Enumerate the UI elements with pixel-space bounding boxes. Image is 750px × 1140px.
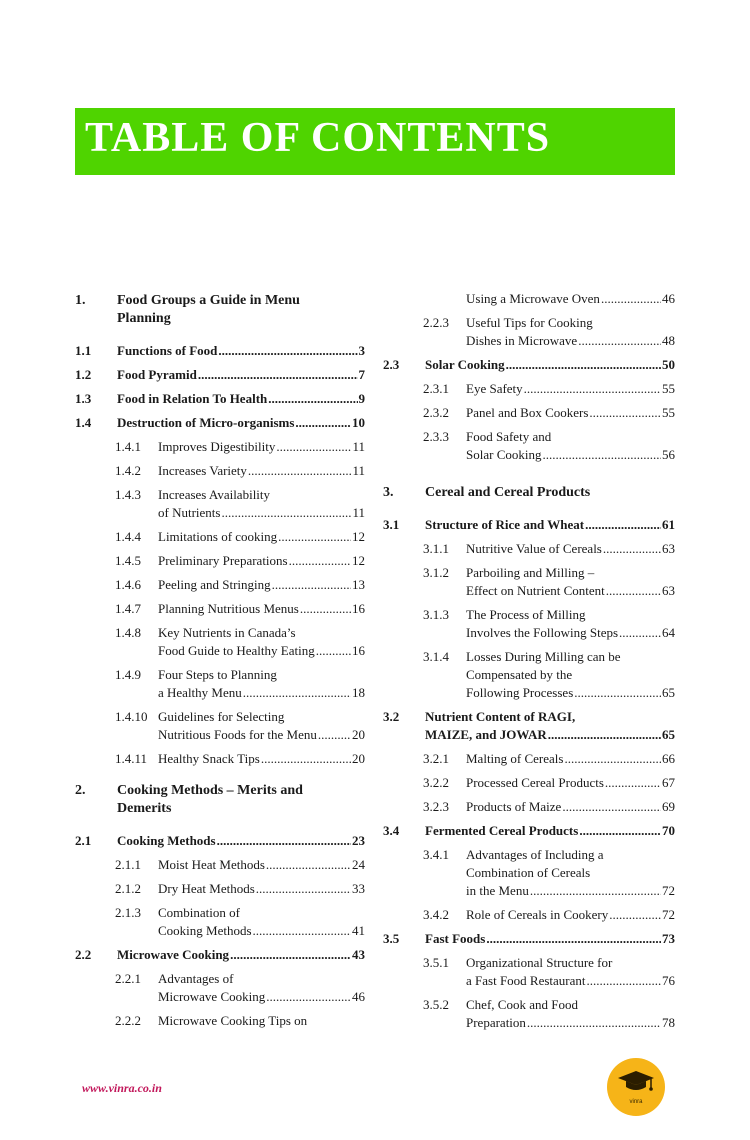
toc-entry-title: Advantages of (158, 971, 234, 986)
toc-entry[interactable] (383, 750, 675, 768)
dot-leader (261, 750, 351, 768)
dot-leader (530, 882, 661, 900)
toc-page-number: 70 (662, 823, 675, 838)
toc-entry[interactable] (75, 904, 365, 940)
toc-entry-number: 1.4.4 (115, 529, 141, 544)
toc-entry-number: 1.4.3 (115, 487, 141, 502)
dot-leader (253, 922, 351, 940)
toc-entry-title: Effect on Nutrient Content (466, 583, 605, 598)
toc-entry-title: Parboiling and Milling – (466, 565, 595, 580)
toc-entry[interactable] (75, 750, 365, 768)
dot-leader (295, 414, 351, 432)
toc-entry[interactable] (383, 708, 675, 744)
toc-entry[interactable] (383, 798, 675, 816)
toc-entry-number: 3.1 (383, 517, 400, 532)
toc-page-number: 73 (662, 931, 675, 946)
toc-page-number: 46 (352, 989, 365, 1004)
toc-page-number: 12 (352, 553, 365, 568)
toc-entry[interactable] (75, 292, 365, 328)
dot-leader (603, 540, 661, 558)
toc-page-number: 13 (352, 577, 365, 592)
toc-entry-title: Food Guide to Healthy Eating (158, 643, 315, 658)
toc-entry-number: 1.4.1 (115, 439, 141, 454)
toc-entry-title: Preparation (466, 1015, 526, 1030)
toc-entry-number: 1.4.8 (115, 625, 141, 640)
dot-leader (256, 880, 351, 898)
toc-entry-title: Eye Safety (466, 381, 523, 396)
toc-entry[interactable] (75, 414, 365, 432)
toc-entry-number: 3.5.1 (423, 955, 449, 970)
toc-entry-number: 3.4.1 (423, 847, 449, 862)
toc-entry-title: Microwave Cooking (117, 947, 230, 962)
toc-entry[interactable] (75, 342, 365, 360)
toc-entry[interactable] (75, 666, 365, 702)
toc-page-number: 33 (352, 881, 365, 896)
toc-entry[interactable] (75, 970, 365, 1006)
toc-entry[interactable] (75, 624, 365, 660)
toc-entry-title: Cereal and Cereal Products (425, 485, 591, 500)
toc-entry[interactable] (383, 564, 675, 600)
toc-entry-number: 3.4.2 (423, 907, 449, 922)
toc-entry-number: 1. (75, 293, 86, 308)
toc-entry-title: Fast Foods (425, 931, 486, 946)
toc-entry-number: 2.1 (75, 833, 92, 848)
toc-page-number: 16 (352, 643, 365, 658)
toc-page-number: 56 (662, 447, 675, 462)
toc-entry-title: Peeling and Stringing (158, 577, 271, 592)
dot-leader (585, 516, 661, 534)
toc-entry[interactable] (75, 1012, 365, 1030)
dot-leader (601, 290, 661, 308)
dot-leader (587, 972, 661, 990)
toc-entry[interactable] (383, 954, 675, 990)
dot-leader (266, 856, 351, 874)
toc-page-number: 50 (662, 357, 675, 372)
toc-page-number: 63 (662, 583, 675, 598)
toc-entry-title: Food Groups a Guide in Menu (117, 293, 300, 308)
toc-entry-title: Healthy Snack Tips (158, 751, 260, 766)
toc-entry-title: Dry Heat Methods (158, 881, 255, 896)
toc-entry-title: Involves the Following Steps (466, 625, 619, 640)
dot-leader (221, 504, 351, 522)
toc-entry-title: Solar Cooking (425, 357, 505, 372)
toc-entry-number: 2.1.1 (115, 857, 141, 872)
toc-page-number: 10 (352, 415, 365, 430)
toc-left-column (75, 292, 365, 1036)
toc-entry-title: Chef, Cook and Food (466, 997, 578, 1012)
toc-entry-number: 1.4.11 (115, 751, 148, 766)
toc-entry-title: Nutritious Foods for the Menu (158, 727, 317, 742)
toc-entry-title: Dishes in Microwave (466, 333, 578, 348)
toc-entry[interactable] (383, 428, 675, 464)
toc-entry[interactable] (75, 390, 365, 408)
dot-leader (486, 930, 661, 948)
toc-entry-number: 3.5 (383, 931, 400, 946)
toc-entry-title: MAIZE, and JOWAR (425, 727, 547, 742)
toc-page-number: 11 (352, 439, 365, 454)
dot-leader (248, 462, 352, 480)
dot-leader (230, 946, 351, 964)
dot-leader (289, 552, 351, 570)
toc-entry-title: The Process of Milling (466, 607, 586, 622)
toc-entry-number: 2.2.3 (423, 315, 449, 330)
toc-entry-number: 2.3.1 (423, 381, 449, 396)
toc-page-number: 72 (662, 907, 675, 922)
toc-entry[interactable] (383, 648, 675, 702)
toc-entry-number: 1.4.10 (115, 709, 148, 724)
toc-page-number: 61 (662, 517, 675, 532)
toc-entry-title: Four Steps to Planning (158, 667, 277, 682)
toc-page-number: 3 (358, 343, 365, 358)
toc-entry-number: 2.1.3 (115, 905, 141, 920)
toc-entry-title: a Fast Food Restaurant (466, 973, 586, 988)
dot-leader (589, 404, 661, 422)
dot-leader (574, 684, 661, 702)
toc-entry[interactable] (75, 708, 365, 744)
toc-entry[interactable] (383, 484, 675, 502)
dot-leader (278, 528, 351, 546)
toc-page-number: 43 (352, 947, 365, 962)
dot-leader (524, 380, 661, 398)
dot-leader (272, 576, 351, 594)
toc-page-number: 65 (662, 685, 675, 700)
toc-entry-number: 1.4.6 (115, 577, 141, 592)
toc-entry[interactable] (75, 576, 365, 594)
toc-entry-title: Combination of (158, 905, 240, 920)
toc-entry-number: 1.2 (75, 367, 92, 382)
dot-leader (562, 798, 661, 816)
toc-entry-number: 2.3 (383, 357, 400, 372)
toc-page-number: 48 (662, 333, 675, 348)
toc-page-number: 20 (352, 751, 365, 766)
dot-leader (506, 356, 661, 374)
toc-entry-number: 1.4.5 (115, 553, 141, 568)
toc-entry-number: 2.3.3 (423, 429, 449, 444)
toc-entry-title: Guidelines for Selecting (158, 709, 285, 724)
toc-entry-title: Key Nutrients in Canada’s (158, 625, 296, 640)
toc-entry-title: Cooking Methods (158, 923, 252, 938)
toc-entry-number: 3.2.1 (423, 751, 449, 766)
dot-leader (266, 988, 351, 1006)
toc-entry-title: Increases Availability (158, 487, 271, 502)
toc-page-number: 78 (662, 1015, 675, 1030)
toc-page-number: 67 (662, 775, 675, 790)
toc-entry-title: Increases Variety (158, 463, 247, 478)
toc-entry-title: Processed Cereal Products (466, 775, 604, 790)
toc-entry-title: Demerits (117, 801, 172, 816)
toc-entry-number: 2.1.2 (115, 881, 141, 896)
toc-entry-number: 1.4.7 (115, 601, 141, 616)
toc-entry[interactable] (383, 906, 675, 924)
toc-page-number: 9 (358, 391, 365, 406)
toc-entry[interactable] (75, 880, 365, 898)
toc-entry-number: 2.2.2 (115, 1013, 141, 1028)
toc-entry-title: Compensated by the (466, 667, 573, 682)
dot-leader (316, 642, 351, 660)
toc-entry-number: 2. (75, 783, 86, 798)
toc-entry-number: 3.5.2 (423, 997, 449, 1012)
toc-entry[interactable] (383, 356, 675, 374)
toc-page-number: 76 (662, 973, 675, 988)
dot-leader (318, 726, 351, 744)
toc-entry-title: Fermented Cereal Products (425, 823, 579, 838)
toc-entry-title: of Nutrients (158, 505, 221, 520)
toc-entry-number: 3.4 (383, 823, 400, 838)
toc-entry-title: Microwave Cooking Tips on (158, 1013, 308, 1028)
toc-entry-title: Food Safety and (466, 429, 552, 444)
toc-entry[interactable] (75, 366, 365, 384)
toc-entry[interactable] (75, 782, 365, 818)
toc-entry-number: 3.1.4 (423, 649, 449, 664)
toc-entry-title: in the Menu (466, 883, 529, 898)
toc-right-column (383, 290, 675, 1038)
toc-page-number: 66 (662, 751, 675, 766)
dot-leader (217, 832, 351, 850)
toc-entry-number: 1.4.9 (115, 667, 141, 682)
logo-badge (607, 1058, 665, 1116)
toc-page-number: 63 (662, 541, 675, 556)
toc-entry-number: 3.1.3 (423, 607, 449, 622)
toc-entry-title: Using a Microwave Oven (466, 291, 600, 306)
toc-entry[interactable] (383, 380, 675, 398)
toc-entry-title: Products of Maize (466, 799, 562, 814)
toc-page-number: 55 (662, 405, 675, 420)
toc-entry-title: Role of Cereals in Cookery (466, 907, 609, 922)
dot-leader (619, 624, 661, 642)
dot-leader (548, 726, 661, 744)
toc-entry-title: Useful Tips for Cooking (466, 315, 593, 330)
toc-entry[interactable] (383, 314, 675, 350)
toc-entry-number: 3.2.3 (423, 799, 449, 814)
toc-entry-title: Panel and Box Cookers (466, 405, 589, 420)
toc-page-number: 7 (358, 367, 365, 382)
toc-entry-title: Moist Heat Methods (158, 857, 265, 872)
toc-entry-title: Destruction of Micro-organisms (117, 415, 295, 430)
dot-leader (527, 1014, 661, 1032)
toc-entry-title: Organizational Structure for (466, 955, 613, 970)
toc-entry[interactable] (75, 552, 365, 570)
title-banner (75, 108, 675, 175)
toc-page-number: 72 (662, 883, 675, 898)
toc-page-number: 41 (352, 923, 365, 938)
dot-leader (609, 906, 661, 924)
toc-entry-number: 2.2.1 (115, 971, 141, 986)
toc-entry-number: 2.3.2 (423, 405, 449, 420)
toc-page-number: 18 (352, 685, 365, 700)
toc-entry-title: Solar Cooking (466, 447, 542, 462)
toc-page-number: 23 (352, 833, 365, 848)
dot-leader (564, 750, 661, 768)
toc-entry-number: 3. (383, 485, 394, 500)
logo-text: vinra (629, 1099, 643, 1105)
toc-entry-title: Nutrient Content of RAGI, (425, 709, 576, 724)
toc-entry[interactable] (75, 462, 365, 480)
toc-entry-title: Planning (117, 311, 171, 326)
dot-leader (268, 390, 357, 408)
toc-entry[interactable] (383, 930, 675, 948)
toc-entry[interactable] (75, 486, 365, 522)
toc-page-number: 46 (662, 291, 675, 306)
toc-page-number: 55 (662, 381, 675, 396)
toc-entry[interactable] (383, 290, 675, 308)
toc-entry[interactable] (383, 516, 675, 534)
toc-entry-title: Preliminary Preparations (158, 553, 288, 568)
dot-leader (579, 822, 661, 840)
toc-page-number: 12 (352, 529, 365, 544)
dot-leader (198, 366, 358, 384)
toc-entry-number: 1.3 (75, 391, 92, 406)
toc-entry[interactable] (75, 946, 365, 964)
toc-entry[interactable] (383, 404, 675, 422)
dot-leader (300, 600, 351, 618)
toc-entry-number: 3.2 (383, 709, 400, 724)
toc-entry[interactable] (383, 540, 675, 558)
page-title: TABLE OF CONTENTS (85, 115, 551, 161)
toc-entry-title: Food Pyramid (117, 367, 197, 382)
toc-entry-title: Improves Digestibility (158, 439, 276, 454)
toc-entry-number: 2.2 (75, 947, 92, 962)
toc-entry-number: 1.4.2 (115, 463, 141, 478)
dot-leader (542, 446, 661, 464)
dot-leader (606, 582, 661, 600)
toc-entry-title: Planning Nutritious Menus (158, 601, 299, 616)
footer-url[interactable]: www.vinra.co.in (82, 1081, 162, 1095)
toc-entry-title: Structure of Rice and Wheat (425, 517, 585, 532)
toc-entry-number: 1.1 (75, 343, 92, 358)
graduation-cap-icon (616, 1069, 656, 1095)
toc-entry[interactable] (75, 832, 365, 850)
dot-leader (243, 684, 351, 702)
toc-entry-title: Losses During Milling can be (466, 649, 621, 664)
toc-entry[interactable] (75, 438, 365, 456)
toc-entry[interactable] (383, 606, 675, 642)
toc-page-number: 11 (352, 505, 365, 520)
dot-leader (276, 438, 351, 456)
toc-entry-title: Malting of Cereals (466, 751, 564, 766)
toc-entry-title: Nutritive Value of Cereals (466, 541, 602, 556)
toc-entry-number: 3.2.2 (423, 775, 449, 790)
dot-leader (578, 332, 661, 350)
dot-leader (605, 774, 661, 792)
toc-entry[interactable] (383, 822, 675, 840)
toc-entry-title: Limitations of cooking (158, 529, 278, 544)
toc-entry-number: 1.4 (75, 415, 92, 430)
toc-page-number: 69 (662, 799, 675, 814)
toc-page-number: 24 (352, 857, 365, 872)
toc-page-number: 11 (352, 463, 365, 478)
toc-entry-title: Combination of Cereals (466, 865, 591, 880)
toc-entry-title: Microwave Cooking (158, 989, 266, 1004)
toc-entry-title: Advantages of Including a (466, 847, 604, 862)
toc-page-number: 65 (662, 727, 675, 742)
toc-entry-title: Following Processes (466, 685, 574, 700)
toc-page-number: 20 (352, 727, 365, 742)
toc-entry[interactable] (383, 846, 675, 900)
dot-leader (218, 342, 357, 360)
toc-entry-title: Food in Relation To Health (117, 391, 268, 406)
toc-entry-title: Cooking Methods (117, 833, 216, 848)
toc-entry[interactable] (75, 856, 365, 874)
toc-page-number: 64 (662, 625, 675, 640)
toc-entry[interactable] (383, 996, 675, 1032)
toc-entry-number: 3.1.2 (423, 565, 449, 580)
toc-entry-title: a Healthy Menu (158, 685, 242, 700)
toc-entry-title: Functions of Food (117, 343, 218, 358)
toc-entry-title: Cooking Methods – Merits and (117, 783, 303, 798)
toc-entry[interactable] (75, 600, 365, 618)
toc-entry[interactable] (75, 528, 365, 546)
toc-entry[interactable] (383, 774, 675, 792)
toc-page-number: 16 (352, 601, 365, 616)
toc-entry-number: 3.1.1 (423, 541, 449, 556)
